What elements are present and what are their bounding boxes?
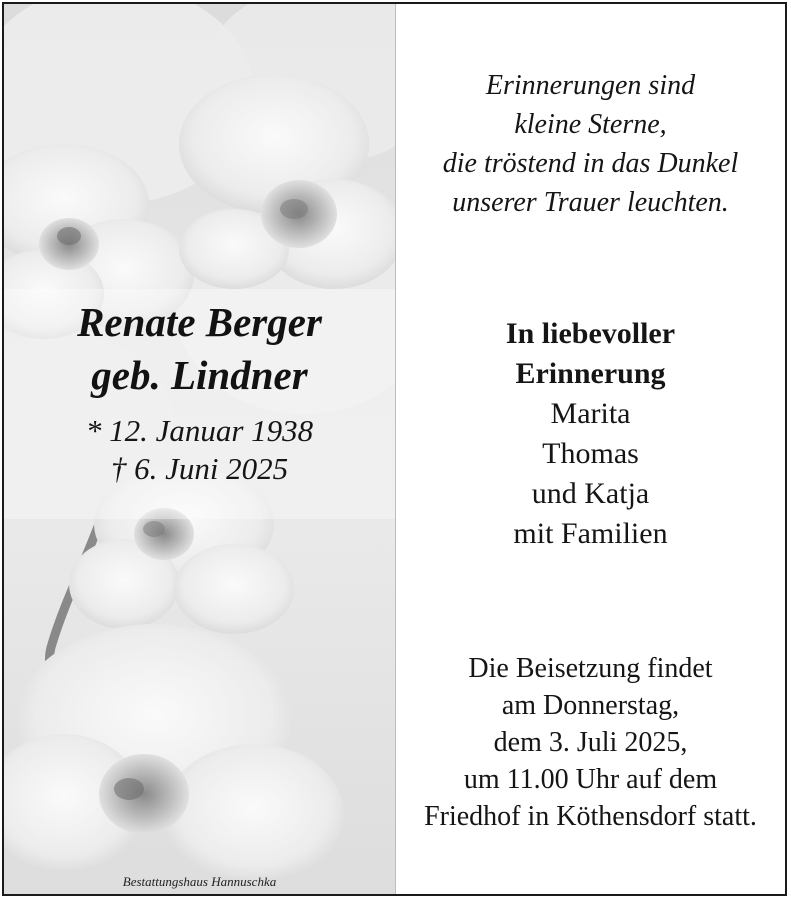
mourner-name: Marita: [550, 397, 631, 430]
quote-line: unserer Trauer leuchten.: [452, 187, 729, 218]
burial-line: am Donnerstag,: [501, 690, 680, 721]
obituary-notice: [2, 2, 787, 896]
quote-line: Erinnerungen sind: [485, 70, 696, 101]
quote-line: die tröstend in das Dunkel: [442, 148, 739, 179]
memorial-quote: [396, 66, 785, 222]
burial-line: Die Beisetzung findet: [468, 653, 713, 684]
mourner-name: und Katja: [531, 477, 650, 510]
quote-line: kleine Sterne,: [514, 109, 667, 140]
mourners-block: [396, 314, 785, 554]
birth-date: * 12. Januar 1938: [85, 413, 314, 448]
life-dates: [4, 412, 395, 488]
deceased-maiden-name: geb. Lindner: [91, 352, 308, 398]
mourner-name: Thomas: [542, 437, 639, 470]
photo-panel: [4, 4, 395, 894]
deceased-name: Renate Berger: [77, 299, 322, 345]
funeral-home-credit: Bestattungshaus Hannuschka: [122, 874, 277, 889]
memory-heading: Erinnerung: [515, 357, 666, 390]
burial-line: Friedhof in Köthensdorf statt.: [424, 801, 757, 832]
burial-info: [396, 650, 785, 835]
memory-heading: In liebevoller: [505, 317, 676, 350]
death-date: † 6. Juni 2025: [110, 451, 289, 486]
burial-line: dem 3. Juli 2025,: [493, 727, 688, 758]
mourner-name: mit Familien: [513, 517, 668, 550]
burial-line: um 11.00 Uhr auf dem: [463, 764, 718, 795]
text-panel: [396, 4, 785, 894]
deceased-block: [4, 296, 395, 488]
